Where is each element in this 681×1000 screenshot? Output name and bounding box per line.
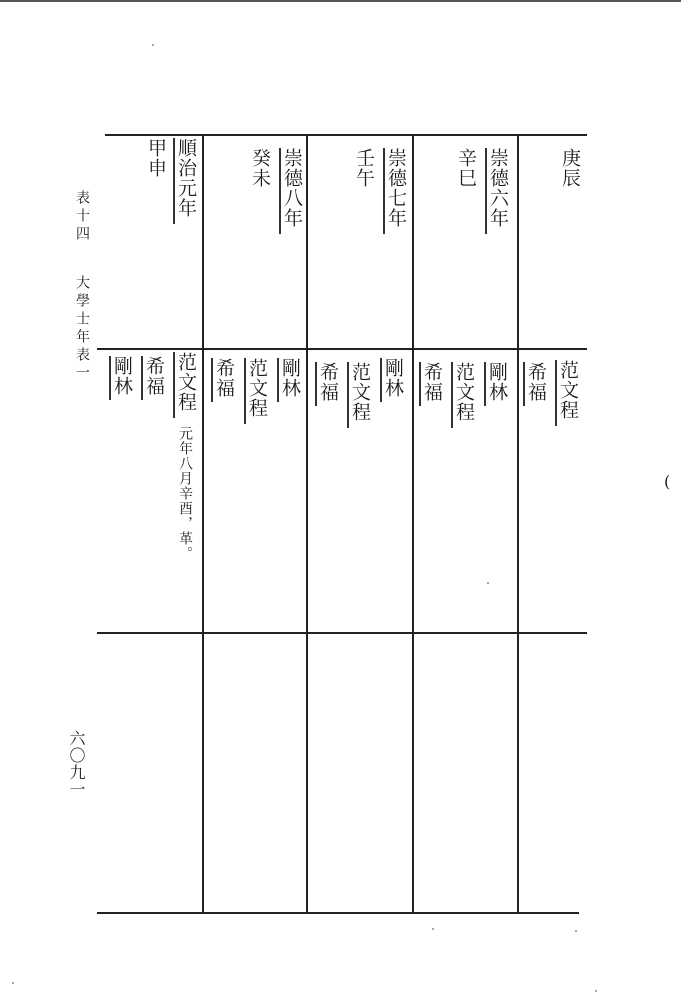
year-mark — [173, 138, 175, 224]
scan-speck — [595, 990, 597, 992]
column-ganzhi: 癸未 — [249, 148, 271, 188]
table-top-rule — [105, 134, 587, 136]
official-name: 剛林 — [111, 356, 133, 396]
official-name: 范文程 — [175, 352, 197, 412]
name-mark — [419, 362, 421, 406]
name-mark — [173, 352, 175, 418]
official-name: 范文程 — [557, 360, 579, 420]
column-divider — [202, 134, 204, 912]
header-rule — [97, 348, 587, 350]
name-mark — [277, 358, 279, 402]
name-mark — [211, 358, 213, 402]
table-bottom-rule — [97, 912, 579, 914]
name-mark — [523, 362, 525, 406]
appointment-note: 元年八月辛酉，革。 — [177, 426, 193, 561]
column-ganzhi: 辛巳 — [455, 148, 477, 188]
column-ganzhi: 庚辰 — [559, 148, 581, 188]
official-name: 希福 — [143, 356, 165, 396]
official-name: 希福 — [317, 362, 339, 402]
name-mark — [451, 362, 453, 428]
year-mark — [279, 148, 281, 234]
page-number: 六〇九一 — [67, 730, 86, 798]
column-ganzhi: 甲申 — [145, 138, 167, 178]
scan-speck — [575, 930, 577, 932]
name-mark — [141, 356, 143, 400]
scan-speck — [152, 44, 154, 46]
name-mark — [244, 358, 246, 424]
official-name: 希福 — [421, 362, 443, 402]
edge-mark: ( — [664, 472, 671, 491]
name-mark — [380, 358, 382, 402]
name-mark — [555, 360, 557, 426]
year-mark — [485, 148, 487, 234]
scan-speck — [432, 928, 434, 930]
official-name: 范文程 — [349, 362, 371, 422]
name-mark — [347, 362, 349, 428]
column-divider — [517, 134, 519, 912]
section-title: 大學士年表一 — [74, 275, 90, 383]
table-number-label: 表十四 — [74, 190, 90, 244]
name-mark — [315, 362, 317, 406]
year-mark — [383, 148, 385, 234]
column-ganzhi: 壬午 — [353, 148, 375, 188]
scan-speck — [487, 582, 489, 584]
official-name: 剛林 — [279, 358, 301, 398]
official-name: 希福 — [213, 358, 235, 398]
official-name: 范文程 — [246, 358, 268, 418]
column-divider — [306, 134, 308, 912]
column-year: 崇德六年 — [487, 148, 509, 228]
scan-speck — [12, 982, 14, 984]
column-year: 順治元年 — [175, 138, 197, 218]
section-rule — [97, 632, 587, 634]
official-name: 希福 — [525, 362, 547, 402]
column-year: 崇德八年 — [281, 148, 303, 228]
scan-top-edge — [0, 0, 681, 2]
official-name: 剛林 — [486, 362, 508, 402]
column-divider — [412, 134, 414, 912]
name-mark — [484, 362, 486, 406]
official-name: 剛林 — [382, 358, 404, 398]
name-mark — [109, 356, 111, 400]
official-name: 范文程 — [453, 362, 475, 422]
column-year: 崇德七年 — [385, 148, 407, 228]
